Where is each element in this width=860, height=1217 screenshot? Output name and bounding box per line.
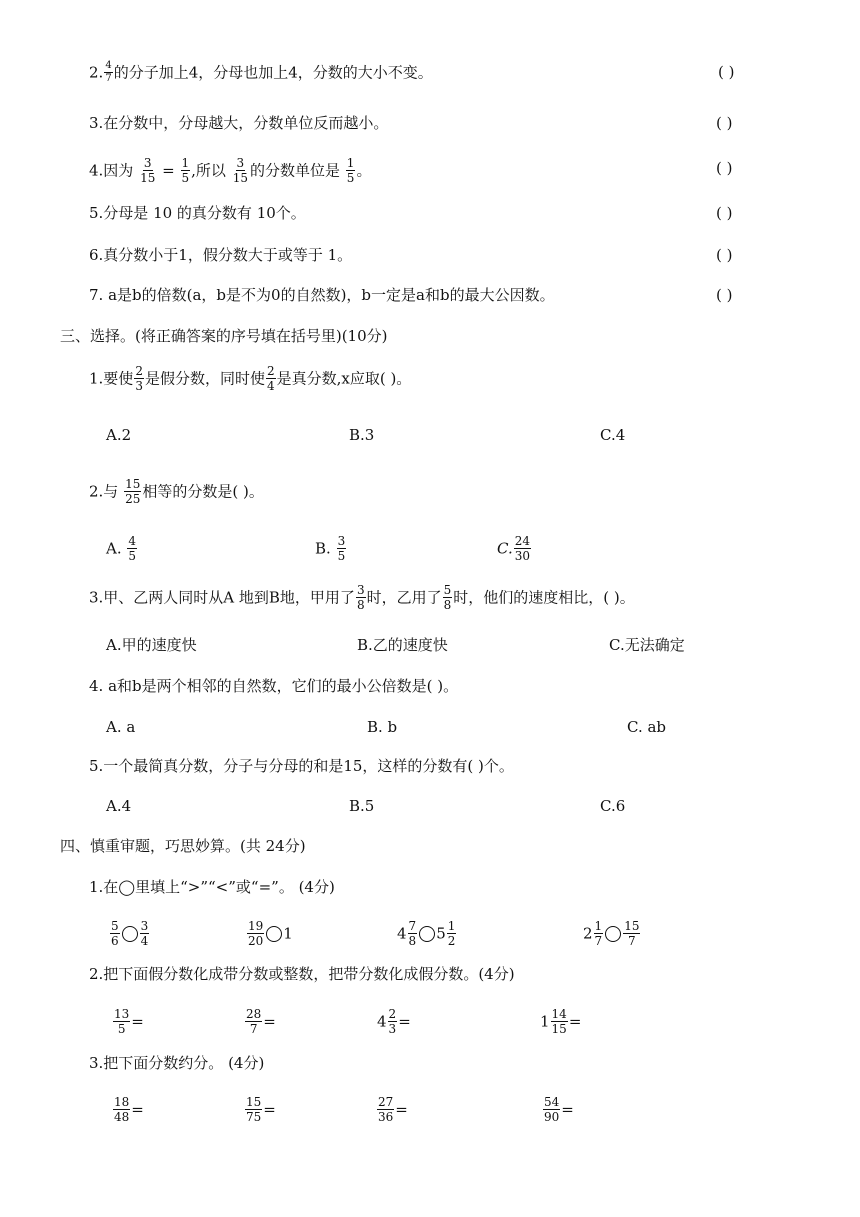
whole-number: 5 bbox=[436, 924, 446, 943]
denominator: 5 bbox=[181, 171, 190, 185]
denominator: 75 bbox=[246, 1110, 262, 1124]
fraction bbox=[245, 1096, 262, 1123]
convert-item[interactable] bbox=[244, 1009, 276, 1036]
fraction bbox=[140, 920, 150, 947]
option-b[interactable]: B.3 bbox=[349, 426, 375, 444]
equals-sign: = bbox=[131, 1100, 144, 1119]
fraction bbox=[543, 1096, 560, 1123]
option-c[interactable]: C. ab bbox=[627, 718, 667, 736]
numerator: 2 bbox=[135, 364, 143, 378]
numerator: 3 bbox=[236, 156, 245, 170]
equals-sign: = bbox=[561, 1100, 574, 1119]
calc-q3: 3.把下面分数约分。 (4分) bbox=[89, 1054, 265, 1072]
denominator: 90 bbox=[544, 1110, 560, 1124]
choice-q2 bbox=[89, 479, 264, 506]
equals-sign: = bbox=[398, 1012, 411, 1031]
compare-circle[interactable] bbox=[605, 926, 621, 942]
denominator: 48 bbox=[114, 1110, 130, 1124]
denominator: 7 bbox=[594, 934, 603, 948]
option-label: A. bbox=[106, 539, 122, 558]
fraction bbox=[181, 157, 191, 184]
denominator: 4 bbox=[266, 379, 275, 393]
answer-paren[interactable]: ( ) bbox=[718, 63, 735, 81]
equals-sign: = bbox=[395, 1100, 408, 1119]
fraction bbox=[594, 920, 604, 947]
convert-item[interactable] bbox=[540, 1009, 581, 1036]
numerator: 27 bbox=[378, 1095, 394, 1109]
fraction bbox=[232, 157, 249, 184]
option-c[interactable]: C.无法确定 bbox=[609, 636, 685, 654]
numerator: 2 bbox=[266, 364, 275, 378]
fraction bbox=[337, 535, 347, 562]
numerator: 3 bbox=[337, 534, 346, 548]
option-c[interactable] bbox=[497, 536, 532, 563]
reduce-item[interactable] bbox=[376, 1097, 408, 1124]
denominator: 4 bbox=[140, 934, 149, 948]
denominator: 7 bbox=[105, 73, 112, 84]
text: ,所以 bbox=[191, 161, 226, 180]
denominator: 8 bbox=[443, 598, 452, 612]
fraction bbox=[346, 157, 356, 184]
denominator: 15 bbox=[140, 171, 156, 185]
denominator: 7 bbox=[628, 934, 636, 948]
reduce-item[interactable] bbox=[542, 1097, 574, 1124]
fraction bbox=[266, 365, 276, 392]
fraction bbox=[245, 1008, 262, 1035]
numerator: 15 bbox=[246, 1095, 262, 1109]
fraction bbox=[388, 1008, 398, 1035]
fraction bbox=[551, 1008, 568, 1035]
fraction bbox=[514, 535, 531, 562]
text: 1.要使 bbox=[89, 369, 134, 388]
text: 相等的分数是( )。 bbox=[142, 482, 264, 501]
numerator: 2 bbox=[388, 1007, 397, 1021]
fraction bbox=[447, 920, 457, 947]
denominator: 8 bbox=[408, 934, 417, 948]
answer-paren[interactable]: ( ) bbox=[716, 204, 733, 222]
compare-item bbox=[397, 921, 457, 948]
text: 2.与 bbox=[89, 482, 119, 501]
section-3-title: 三、选择。(将正确答案的序号填在括号里)(10分) bbox=[60, 327, 388, 345]
denominator: 30 bbox=[514, 549, 530, 563]
denominator: 6 bbox=[111, 934, 119, 948]
answer-paren[interactable]: ( ) bbox=[716, 159, 733, 177]
equals-sign: = bbox=[263, 1100, 276, 1119]
number: 1 bbox=[283, 924, 293, 943]
denominator: 25 bbox=[125, 492, 141, 506]
numerator: 15 bbox=[125, 477, 141, 491]
fraction bbox=[134, 365, 144, 392]
denominator: 8 bbox=[356, 598, 365, 612]
numerator: 19 bbox=[248, 919, 264, 933]
denominator: 3 bbox=[135, 379, 143, 393]
denominator: 20 bbox=[248, 934, 264, 948]
judge-q3: 3.在分数中，分母越大，分数单位反而越小。 bbox=[89, 114, 389, 132]
text: 时，他们的速度相比，( )。 bbox=[453, 588, 635, 607]
answer-paren[interactable]: ( ) bbox=[716, 286, 733, 304]
numerator: 28 bbox=[246, 1007, 262, 1021]
answer-paren[interactable]: ( ) bbox=[716, 114, 733, 132]
fraction bbox=[139, 157, 156, 184]
fraction bbox=[127, 535, 137, 562]
convert-item[interactable] bbox=[377, 1009, 411, 1036]
denominator: 5 bbox=[128, 549, 137, 563]
option-a[interactable]: A.4 bbox=[106, 797, 132, 815]
numerator: 4 bbox=[105, 60, 112, 71]
whole-number: 4 bbox=[397, 924, 407, 943]
numerator: 5 bbox=[443, 583, 452, 597]
compare-circle[interactable] bbox=[122, 926, 138, 942]
fraction bbox=[113, 1008, 130, 1035]
denominator: 2 bbox=[447, 934, 456, 948]
calc-q1: 1.在◯里填上“>”“<”或“=”。 (4分) bbox=[89, 878, 335, 896]
option-a[interactable]: A. a bbox=[106, 718, 136, 736]
numerator: 3 bbox=[143, 156, 152, 170]
compare-circle[interactable] bbox=[419, 926, 435, 942]
denominator: 5 bbox=[346, 171, 355, 185]
numerator: 54 bbox=[544, 1095, 560, 1109]
judge-q2 bbox=[89, 62, 433, 85]
convert-item[interactable] bbox=[112, 1009, 144, 1036]
answer-paren[interactable]: ( ) bbox=[716, 246, 733, 264]
whole-number: 1 bbox=[540, 1012, 550, 1031]
fraction bbox=[113, 1096, 130, 1123]
judge-q7: 7. a是b的倍数(a，b是不为0的自然数)，b一定是a和b的最大公因数。 bbox=[89, 286, 555, 304]
numerator: 7 bbox=[408, 919, 417, 933]
denominator: 3 bbox=[388, 1022, 397, 1036]
choice-q3 bbox=[89, 585, 635, 612]
compare-item bbox=[109, 921, 150, 948]
numerator: 1 bbox=[447, 919, 456, 933]
numerator: 4 bbox=[128, 534, 137, 548]
choice-q1 bbox=[89, 366, 411, 393]
calc-q2: 2.把下面假分数化成带分数或整数，把带分数化成假分数。(4分) bbox=[89, 965, 515, 983]
fraction bbox=[623, 920, 640, 947]
text: 的分数单位是 bbox=[250, 161, 341, 180]
numerator: 13 bbox=[114, 1007, 130, 1021]
option-b[interactable]: B. b bbox=[367, 718, 398, 736]
reduce-item[interactable] bbox=[244, 1097, 276, 1124]
denominator: 15 bbox=[232, 171, 248, 185]
compare-circle[interactable] bbox=[266, 926, 282, 942]
equals-sign: = bbox=[131, 1012, 144, 1031]
fraction bbox=[110, 920, 120, 947]
numerator: 14 bbox=[551, 1007, 567, 1021]
option-a[interactable]: A.2 bbox=[106, 426, 132, 444]
question-text: 的分子加上4，分母也加上4，分数的大小不变。 bbox=[113, 63, 433, 82]
text: 4.因为 bbox=[89, 161, 134, 180]
numerator: 1 bbox=[346, 156, 355, 170]
whole-number: 4 bbox=[377, 1012, 387, 1031]
option-c[interactable]: C.4 bbox=[600, 426, 626, 444]
denominator: 5 bbox=[117, 1022, 126, 1036]
choice-q4: 4. a和b是两个相邻的自然数，它们的最小公倍数是( )。 bbox=[89, 677, 459, 695]
numerator: 3 bbox=[356, 583, 365, 597]
denominator: 5 bbox=[337, 549, 346, 563]
whole-number: 2 bbox=[583, 924, 593, 943]
text: 是真分数,x应取( )。 bbox=[276, 369, 412, 388]
denominator: 36 bbox=[378, 1110, 394, 1124]
section-4-title: 四、慎重审题，巧思妙算。(共 24分) bbox=[60, 837, 306, 855]
fraction bbox=[377, 1096, 394, 1123]
reduce-item[interactable] bbox=[112, 1097, 144, 1124]
judge-q5: 5.分母是 10 的真分数有 10个。 bbox=[89, 204, 306, 222]
numerator: 1 bbox=[181, 156, 190, 170]
numerator: 3 bbox=[140, 919, 149, 933]
option-a[interactable] bbox=[106, 536, 138, 563]
option-a[interactable]: A.甲的速度快 bbox=[106, 636, 197, 654]
numerator: 15 bbox=[624, 919, 640, 933]
numerator: 1 bbox=[594, 919, 603, 933]
denominator: 15 bbox=[551, 1022, 567, 1036]
numerator: 18 bbox=[114, 1095, 130, 1109]
equals-sign: = bbox=[162, 161, 175, 180]
fraction bbox=[356, 584, 366, 611]
option-label: C. bbox=[497, 539, 513, 558]
denominator: 7 bbox=[249, 1022, 258, 1036]
fraction bbox=[247, 920, 264, 947]
numerator: 24 bbox=[514, 534, 530, 548]
compare-item bbox=[583, 921, 641, 948]
option-b[interactable] bbox=[315, 536, 347, 563]
equals-sign: = bbox=[568, 1012, 582, 1031]
text: 。 bbox=[356, 161, 372, 180]
numerator: 5 bbox=[111, 919, 119, 933]
text: 是假分数，同时使 bbox=[144, 369, 265, 388]
fraction bbox=[104, 61, 112, 84]
equals-sign: = bbox=[263, 1012, 276, 1031]
option-b[interactable]: B.5 bbox=[349, 797, 375, 815]
judge-q4 bbox=[89, 158, 371, 185]
option-b[interactable]: B.乙的速度快 bbox=[357, 636, 448, 654]
question-number: 2. bbox=[89, 63, 104, 82]
option-c[interactable]: C.6 bbox=[600, 797, 626, 815]
choice-q5: 5.一个最简真分数，分子与分母的和是15，这样的分数有( )个。 bbox=[89, 757, 514, 775]
fraction bbox=[408, 920, 418, 947]
text: 3.甲、乙两人同时从A 地到B地，甲用了 bbox=[89, 588, 355, 607]
compare-item bbox=[246, 921, 293, 948]
judge-q6: 6.真分数小于1，假分数大于或等于 1。 bbox=[89, 246, 353, 264]
fraction bbox=[124, 478, 141, 505]
option-label: B. bbox=[315, 539, 331, 558]
fraction bbox=[443, 584, 453, 611]
text: 时，乙用了 bbox=[366, 588, 442, 607]
